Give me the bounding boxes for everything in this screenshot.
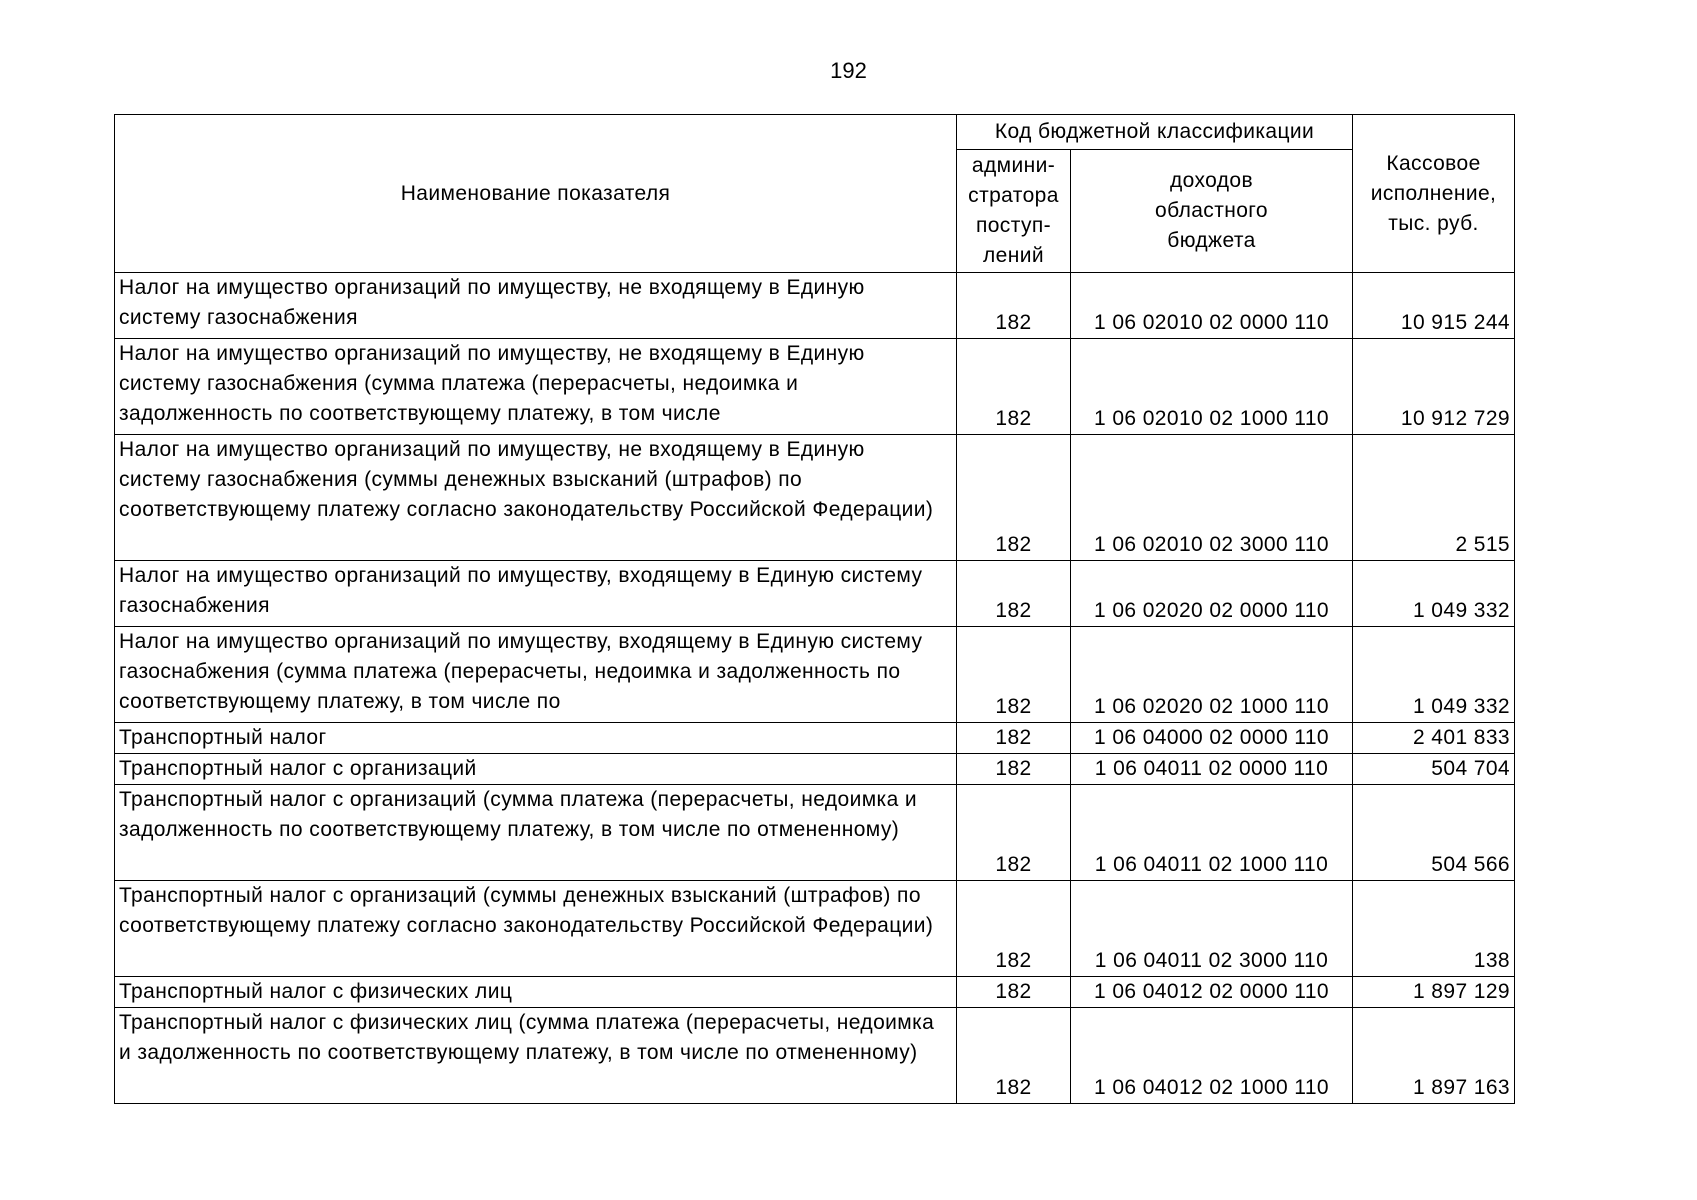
- header-cash-execution-label: Кассовое исполнение, тыс. руб.: [1370, 151, 1497, 235]
- row-name: Налог на имущество организаций по имуществу, не входящему в Единую систему газоснабжения: [115, 273, 957, 339]
- row-admin-code: 182: [957, 273, 1071, 339]
- row-income-code: 1 06 02010 02 3000 110: [1071, 435, 1353, 561]
- table-row: [115, 435, 1515, 561]
- table-row: [115, 561, 1515, 627]
- page-number: 192: [830, 58, 867, 83]
- row-admin-code: 182: [957, 627, 1071, 723]
- header-revenue-administrator: [957, 150, 1071, 273]
- row-amount: 138: [1353, 881, 1515, 977]
- header-budget-classification-code: Код бюджетной классификации: [957, 115, 1353, 150]
- row-name: Налог на имущество организаций по имуществу, не входящему в Единую систему газоснабжения (суммы денежных взысканий (штрафов) по соответствующему платежу согласно законодательству Российской Федерации): [115, 435, 957, 561]
- row-name: Налог на имущество организаций по имуществу, входящему в Единую систему газоснабжения (сумма платежа (перерасчеты, недоимка и задолженность по соответствующему платежу, в том числе по: [115, 627, 957, 723]
- row-income-code: 1 06 02020 02 0000 110: [1071, 561, 1353, 627]
- table-row: [115, 339, 1515, 435]
- table-body: [115, 273, 1515, 1104]
- row-amount: 10 915 244: [1353, 273, 1515, 339]
- row-name: Транспортный налог с организаций: [115, 754, 957, 785]
- row-admin-code: 182: [957, 754, 1071, 785]
- row-amount: 2 401 833: [1353, 723, 1515, 754]
- row-admin-code: 182: [957, 435, 1071, 561]
- row-income-code: 1 06 02020 02 1000 110: [1071, 627, 1353, 723]
- header-indicator-name: Наименование показателя: [115, 115, 957, 273]
- row-amount: 1 049 332: [1353, 561, 1515, 627]
- row-admin-code: 182: [957, 1008, 1071, 1104]
- row-admin-code: 182: [957, 785, 1071, 881]
- row-income-code: 1 06 04011 02 3000 110: [1071, 881, 1353, 977]
- row-admin-code: 182: [957, 723, 1071, 754]
- row-admin-code: 182: [957, 977, 1071, 1008]
- table-row: [115, 723, 1515, 754]
- table-row: [115, 273, 1515, 339]
- row-amount: 504 704: [1353, 754, 1515, 785]
- row-income-code: 1 06 04012 02 1000 110: [1071, 1008, 1353, 1104]
- row-income-code: 1 06 02010 02 0000 110: [1071, 273, 1353, 339]
- row-income-code: 1 06 04012 02 0000 110: [1071, 977, 1353, 1008]
- row-amount: 1 049 332: [1353, 627, 1515, 723]
- row-amount: 1 897 163: [1353, 1008, 1515, 1104]
- header-revenue-administrator-label: админи- стратора поступ- лений: [968, 154, 1059, 267]
- row-name: Транспортный налог: [115, 723, 957, 754]
- row-admin-code: 182: [957, 881, 1071, 977]
- row-income-code: 1 06 04011 02 0000 110: [1071, 754, 1353, 785]
- table-header: [115, 115, 1515, 273]
- table-row: [115, 881, 1515, 977]
- row-name: Транспортный налог с организаций (суммы денежных взысканий (штрафов) по соответствующему платежу согласно законодательству Российской Федерации): [115, 881, 957, 977]
- row-amount: 2 515: [1353, 435, 1515, 561]
- row-name: Транспортный налог с физических лиц (сумма платежа (перерасчеты, недоимка и задолженность по соответствующему платежу, в том числе по отмененному): [115, 1008, 957, 1104]
- row-amount: 10 912 729: [1353, 339, 1515, 435]
- row-admin-code: 182: [957, 561, 1071, 627]
- table-row: [115, 754, 1515, 785]
- row-name: Налог на имущество организаций по имуществу, входящему в Единую систему газоснабжения: [115, 561, 957, 627]
- row-admin-code: 182: [957, 339, 1071, 435]
- row-amount: 1 897 129: [1353, 977, 1515, 1008]
- row-income-code: 1 06 02010 02 1000 110: [1071, 339, 1353, 435]
- header-row-top: [115, 115, 1515, 150]
- row-income-code: 1 06 04000 02 0000 110: [1071, 723, 1353, 754]
- row-income-code: 1 06 04011 02 1000 110: [1071, 785, 1353, 881]
- budget-table: [114, 114, 1515, 1104]
- header-cash-execution: [1353, 115, 1515, 273]
- row-amount: 504 566: [1353, 785, 1515, 881]
- table-row: [115, 785, 1515, 881]
- header-regional-budget-income: [1071, 150, 1353, 273]
- row-name: Транспортный налог с организаций (сумма платежа (перерасчеты, недоимка и задолженность по соответствующему платежу, в том числе по отмененному): [115, 785, 957, 881]
- row-name: Налог на имущество организаций по имуществу, не входящему в Единую систему газоснабжения (сумма платежа (перерасчеты, недоимка и задолженность по соответствующему платежу, в том числе: [115, 339, 957, 435]
- row-name: Транспортный налог с физических лиц: [115, 977, 957, 1008]
- header-regional-budget-income-label: доходов областного бюджета: [1155, 169, 1268, 252]
- table-row: [115, 1008, 1515, 1104]
- table-row: [115, 627, 1515, 723]
- table-row: [115, 977, 1515, 1008]
